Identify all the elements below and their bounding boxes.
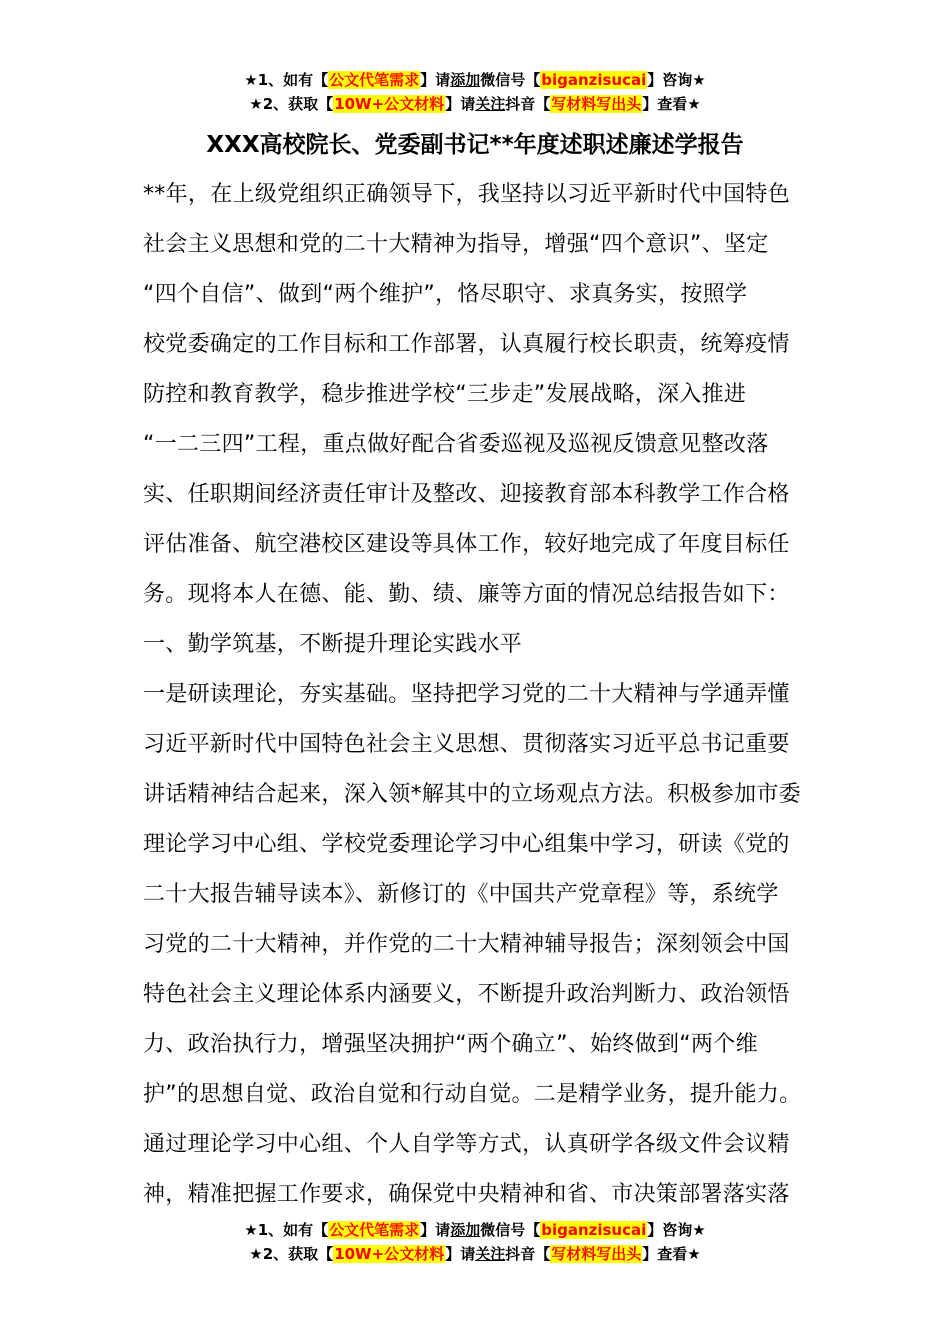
banner-text: 】咨询★ (647, 71, 706, 89)
document-title: XXX高校院长、党委副书记**年度述职述廉述学报告 (206, 132, 744, 158)
body-line: 通过理论学习中心组、个人自学等方式，认真研学各级文件会议精 (143, 1132, 790, 1157)
banner-line-1 (0, 68, 950, 92)
banner-text: ★2、获取【 (249, 1245, 334, 1263)
banner-highlight: 写材料写出头 (551, 1245, 642, 1263)
banner-text: ★2、获取【 (249, 95, 334, 113)
body-line: 务。现将本人在德、能、勤、绩、廉等方面的情况总结报告如下： (143, 582, 790, 607)
banner-line-1 (0, 1218, 950, 1242)
document-body (143, 172, 823, 1222)
body-line: 评估准备、航空港校区建设等具体工作，较好地完成了年度目标任 (143, 532, 790, 557)
banner-text: 】查看★ (642, 1245, 701, 1263)
banner-text: 抖音【 (505, 1245, 551, 1263)
header-banner (0, 68, 950, 116)
banner-line-2 (0, 92, 950, 116)
banner-highlight: 写材料写出头 (551, 95, 642, 113)
banner-highlight: 10W+公文材料 (334, 95, 445, 113)
banner-text: 】请 (445, 1245, 476, 1263)
footer-banner (0, 1218, 950, 1266)
body-line: 二十大报告辅导读本》、新修订的《中国共产党章程》等，系统学 (143, 882, 779, 907)
body-line: “一二三四”工程，重点做好配合省委巡视及巡视反馈意见整改落 (143, 432, 769, 457)
body-line: “四个自信”、做到“两个维护”，恪尽职守、求真务实，按照学 (143, 282, 748, 307)
banner-text: ★1、如有【 (244, 71, 329, 89)
banner-text: 】咨询★ (647, 1221, 706, 1239)
banner-underline: 关注 (475, 95, 506, 113)
banner-text: 】请 (445, 95, 476, 113)
banner-underline: 添加 (450, 71, 481, 89)
banner-highlight: 公文代笔需求 (329, 1221, 420, 1239)
banner-text: 微信号【 (480, 71, 541, 89)
banner-line-2 (0, 1242, 950, 1266)
body-line: 习近平新时代中国特色社会主义思想、贯彻落实习近平总书记重要 (143, 732, 790, 757)
body-line: 实、任职期间经济责任审计及整改、迎接教育部本科教学工作合格 (143, 482, 790, 507)
banner-text: 】查看★ (642, 95, 701, 113)
body-line: 社会主义思想和党的二十大精神为指导，增强“四个意识”、坚定 (143, 232, 769, 257)
body-line: 理论学习中心组、学校党委理论学习中心组集中学习，研读《党的 (143, 832, 790, 857)
body-line: 习党的二十大精神，并作党的二十大精神辅导报告；深刻领会中国 (143, 932, 790, 957)
banner-text: 微信号【 (480, 1221, 541, 1239)
banner-highlight: 公文代笔需求 (329, 71, 420, 89)
banner-text: 】请 (420, 71, 451, 89)
body-line: 神，精准把握工作要求，确保党中央精神和省、市决策部署落实落 (143, 1182, 790, 1207)
body-line: 特色社会主义理论体系内涵要义，不断提升政治判断力、政治领悟 (143, 982, 790, 1007)
banner-text: 抖音【 (505, 95, 551, 113)
body-line: 一是研读理论，夯实基础。坚持把学习党的二十大精神与学通弄懂 (143, 682, 790, 707)
body-line: 护”的思想自觉、政治自觉和行动自觉。二是精学业务，提升能力。 (143, 1082, 802, 1107)
body-line: 防控和教育教学，稳步推进学校“三步走”发展战略，深入推进 (143, 382, 747, 407)
banner-underline: 关注 (475, 1245, 506, 1263)
banner-highlight: 10W+公文材料 (334, 1245, 445, 1263)
banner-text: ★1、如有【 (244, 1221, 329, 1239)
banner-highlight: biganzisucai (541, 1221, 647, 1239)
banner-underline: 添加 (450, 1221, 481, 1239)
section-heading: 一、勤学筑基，不断提升理论实践水平 (143, 632, 523, 657)
body-line: 校党委确定的工作目标和工作部署，认真履行校长职责，统筹疫情 (143, 332, 790, 357)
body-line: 讲话精神结合起来，深入领*解其中的立场观点方法。积极参加市委 (143, 782, 802, 807)
banner-text: 】请 (420, 1221, 451, 1239)
body-line: 力、政治执行力，增强坚决拥护“两个确立”、始终做到“两个维 (143, 1032, 758, 1057)
banner-highlight: biganzisucai (541, 71, 647, 89)
body-line: **年，在上级党组织正确领导下，我坚持以习近平新时代中国特色 (143, 182, 791, 207)
